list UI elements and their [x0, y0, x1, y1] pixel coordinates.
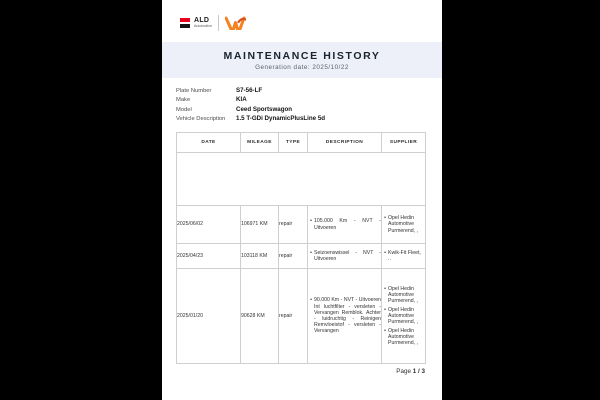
- bullet-icon: •: [384, 306, 386, 313]
- page-indicator: [396, 368, 425, 375]
- wings-logo-icon: [225, 16, 246, 30]
- info-label: Make: [176, 97, 191, 104]
- vehicle-info: [176, 87, 325, 125]
- brand-name: ALD: [194, 17, 210, 25]
- bullet-icon: •: [384, 327, 386, 334]
- list-item-text: Opel Hedin Automotive Purmerend, ,: [388, 215, 418, 234]
- list-item: [382, 307, 425, 326]
- brand-subtitle: Automotive: [194, 24, 212, 29]
- type-cell: repair: [279, 206, 308, 244]
- empty-cell: [177, 153, 426, 206]
- bullet-icon: •: [384, 285, 386, 292]
- supplier-cell: [382, 269, 426, 364]
- list-item-text: 105.000 Km - NVT - Uitvoeren: [314, 218, 381, 231]
- list-item-text: 90.000 Km - NVT - Uitvoeren Int luchtfilter - versleten - Vervangen Remblok. Achter - luidruchtig - Reinigen Remvloeistof - versleten - Vervangen: [314, 297, 381, 335]
- column-header-date: DATE: [177, 133, 241, 153]
- list-item: [382, 286, 425, 305]
- column-header-supplier: SUPPLIER: [382, 133, 426, 153]
- table-row: [177, 269, 426, 364]
- list-item: [308, 297, 381, 334]
- bullet-icon: •: [384, 215, 386, 222]
- mileage-cell: 106971 KM: [241, 206, 279, 244]
- info-row-model: [176, 106, 325, 113]
- info-value: KIA: [236, 96, 247, 104]
- logo-divider: [218, 15, 219, 31]
- column-header-description: DESCRIPTION: [308, 133, 382, 153]
- list-item-text: Kwik-Fit Fleet, ..: [388, 249, 421, 262]
- mileage-cell: 103118 KM: [241, 244, 279, 269]
- info-value: Ceed Sportswagon: [236, 105, 293, 113]
- table-row: [177, 244, 426, 269]
- bullet-icon: •: [384, 249, 386, 256]
- list-item: [308, 218, 381, 230]
- list-item-text: Opel Hedin Automotive Purmerend, ,: [388, 285, 418, 304]
- list-item: [382, 328, 425, 347]
- info-label: Vehicle Description: [176, 116, 226, 123]
- page-title: MAINTENANCE HISTORY: [223, 50, 381, 62]
- supplier-cell: [382, 206, 426, 244]
- column-header-mileage: MILEAGE: [241, 133, 279, 153]
- page-number: 1 / 3: [412, 368, 425, 375]
- description-cell: [308, 244, 382, 269]
- column-header-type: TYPE: [279, 133, 308, 153]
- document-page: [162, 0, 442, 400]
- date-cell: 2025/04/23: [177, 244, 241, 269]
- table-row: [177, 206, 426, 244]
- supplier-cell: [382, 244, 426, 269]
- info-label: Plate Number: [176, 88, 212, 94]
- info-value: S7-56-LF: [236, 87, 263, 94]
- bullet-icon: •: [310, 218, 312, 225]
- ald-square-icon: [180, 18, 190, 28]
- list-item: [382, 250, 425, 262]
- ald-logo: [180, 15, 246, 31]
- bullet-icon: •: [310, 249, 312, 256]
- empty-row: [177, 153, 426, 206]
- date-cell: 2025/01/20: [177, 269, 241, 364]
- type-cell: repair: [279, 269, 308, 364]
- mileage-cell: 90628 KM: [241, 269, 279, 364]
- maintenance-table: [176, 132, 426, 364]
- info-row-plate: [176, 87, 325, 94]
- table-body: [177, 153, 426, 364]
- report-header: [162, 42, 442, 78]
- page-label: Page: [396, 368, 411, 375]
- list-item-text: Opel Hedin Automotive Purmerend, ,: [388, 306, 418, 326]
- list-item-text: Seizoenswissel - NVT - Uitvoeren: [314, 249, 381, 262]
- description-cell: [308, 269, 382, 364]
- list-item-text: Opel Hedin Automotive Purmerend, ,: [388, 327, 418, 347]
- info-value: 1.5 T-GDi DynamicPlusLine 5d: [236, 115, 326, 123]
- date-cell: 2025/06/02: [177, 206, 241, 244]
- list-item: [382, 215, 425, 234]
- table-header-row: [177, 133, 426, 153]
- bullet-icon: •: [310, 297, 312, 304]
- ald-brand: [194, 17, 212, 29]
- info-row-make: [176, 96, 325, 103]
- generation-date: Generation date: 2025/10/22: [255, 64, 349, 71]
- info-label: Model: [176, 106, 192, 113]
- type-cell: repair: [279, 244, 308, 269]
- info-row-description: [176, 115, 325, 122]
- list-item: [308, 250, 381, 262]
- description-cell: [308, 206, 382, 244]
